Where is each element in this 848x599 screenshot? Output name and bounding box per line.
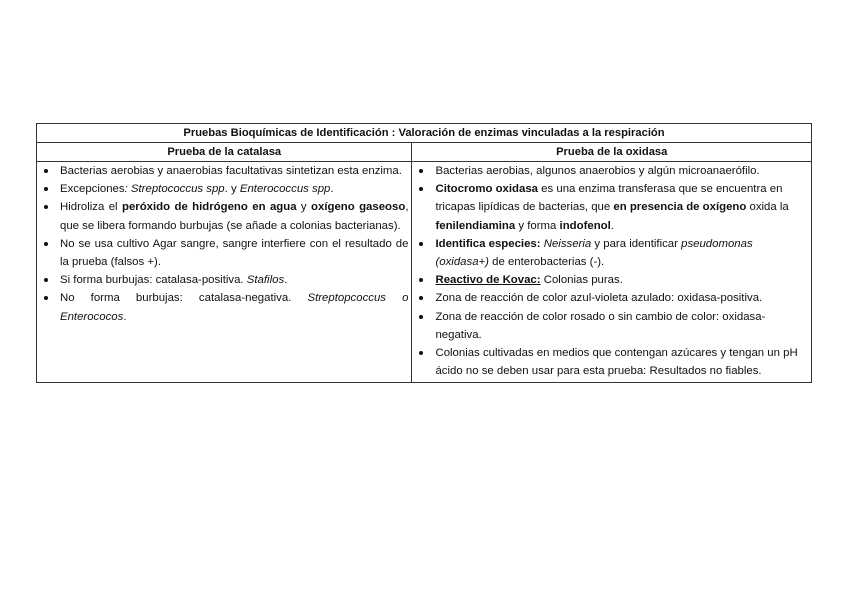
item-bold-underline: Reactivo de Kovac: — [435, 274, 541, 287]
item-text: Zona de reacción de color rosado o sin cambio de color: oxidasa-negativa. — [435, 310, 766, 341]
item-bold: Identifica especies: — [435, 237, 541, 250]
list-item — [412, 235, 808, 271]
list-item — [37, 162, 408, 180]
content-row — [37, 162, 812, 383]
item-text: Bacterias aerobias, algunos anaerobios y algún microanaerófilo. — [435, 165, 760, 177]
item-bold: en presencia de oxígeno — [613, 201, 747, 214]
item-text: No se usa cultivo Agar sangre, sangre interfiere con el resultado de la prueba (falsos +). — [60, 237, 409, 269]
item-text: Bacterias aerobias y anaerobias facultativas sintetizan esta enzima. — [60, 165, 402, 177]
table-title: Pruebas Bioquímicas de Identificación : Valoración de enzimas vinculadas a la respiración — [37, 124, 812, 143]
oxidase-list — [412, 162, 811, 382]
item-bold: indofenol — [559, 219, 611, 232]
list-item — [412, 344, 808, 380]
catalase-header: Prueba de la catalasa — [37, 143, 412, 162]
list-item — [37, 271, 408, 289]
item-text: y forma — [515, 219, 560, 232]
list-item — [37, 235, 408, 271]
item-text: , que se libera formando burbujas (se añade a colonias bacterianas). — [60, 201, 409, 232]
title-row — [37, 124, 812, 143]
item-italic: Stafilos — [246, 274, 285, 287]
item-text: . — [610, 219, 614, 232]
item-text: de enterobacterias (-). — [488, 256, 605, 269]
item-text: Hidroliza el — [60, 201, 122, 214]
list-item — [412, 308, 808, 344]
item-italic: pseudomonas (oxidasa+) — [435, 237, 753, 269]
biochemical-tests-table — [36, 123, 812, 383]
item-text: Colonias cultivadas en medios que contengan azúcares y tengan un pH ácido no se deben usar para esta prueba: Resultados no fiables. — [435, 347, 798, 378]
item-text: . — [123, 310, 127, 323]
item-italic: Enterococcus spp — [239, 183, 331, 196]
item-text: Excepciones — [60, 183, 125, 196]
list-item — [37, 198, 408, 234]
oxidase-header: Prueba de la oxidasa — [412, 143, 812, 162]
item-italic: Neisseria — [540, 237, 592, 250]
item-text: es una enzima transferasa que se encuentra en tricapas lipídicas de bacterias, que — [435, 183, 783, 214]
list-item — [412, 180, 808, 235]
item-text: . — [284, 274, 288, 287]
item-italic: : Streptococcus spp — [124, 183, 225, 196]
item-bold: peróxido de hidrógeno en agua — [121, 201, 297, 214]
oxidase-cell — [412, 162, 812, 383]
list-item — [37, 289, 408, 325]
list-item — [37, 180, 408, 198]
catalase-cell — [37, 162, 412, 383]
item-text: Zona de reacción de color azul-violeta azulado: oxidasa-positiva. — [435, 292, 763, 305]
item-bold: Citocromo oxidasa — [435, 183, 539, 196]
item-text: Colonias puras. — [540, 274, 623, 287]
header-row — [37, 143, 812, 162]
item-text: Si forma burbujas: catalasa-positiva. — [60, 274, 247, 287]
item-text: oxida la — [746, 201, 789, 214]
list-item — [412, 271, 808, 289]
item-text: . y — [224, 183, 240, 196]
list-item — [412, 162, 808, 180]
catalase-list — [37, 162, 411, 328]
item-text: No forma burbujas: catalasa-negativa. — [60, 292, 308, 305]
item-text: y para identificar — [591, 237, 682, 250]
item-text: y — [296, 201, 312, 214]
item-bold: oxígeno gaseoso — [311, 201, 406, 214]
item-text: . — [330, 183, 334, 196]
item-italic: Streptopcoccus o Enterococos — [60, 292, 409, 323]
item-bold: fenilendiamina — [435, 219, 516, 232]
list-item — [412, 289, 808, 307]
